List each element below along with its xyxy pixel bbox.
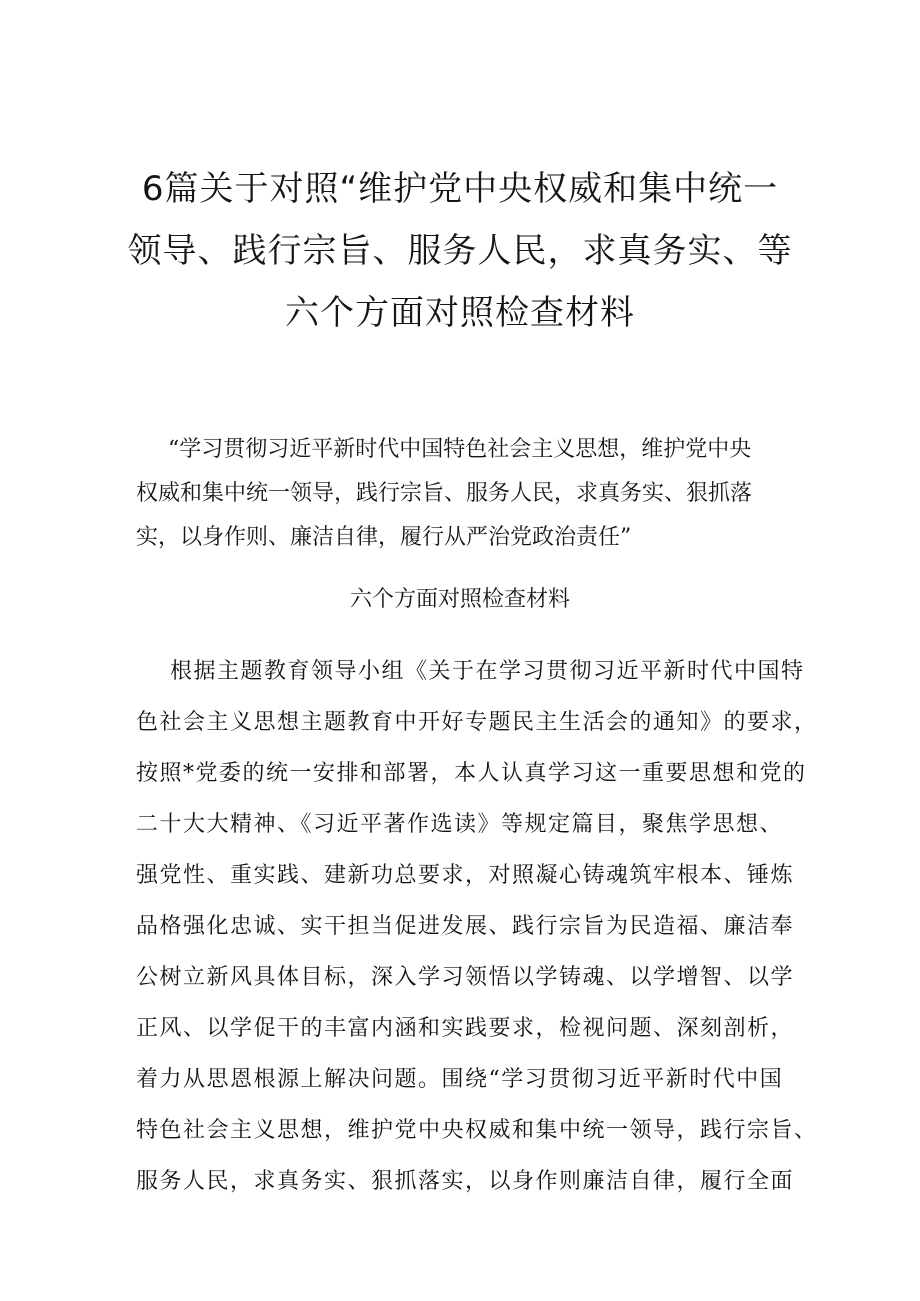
body-line-8: 正风、以学促干的丰富内涵和实践要求，检视问题、深刻剖析，	[136, 1016, 795, 1041]
quote-line-3: 实，以身作则、廉洁自律，履行从严治党政治责任”	[136, 525, 632, 550]
body-paragraph	[136, 646, 836, 1207]
title-line-3: 六个方面对照检查材料	[285, 293, 635, 333]
body-line-5: 强党性、重实践、建新功总要求，对照凝心铸魂筑牢根本、锤炼	[136, 863, 795, 888]
document-title	[110, 158, 810, 344]
body-line-9: 着力从思恩根源上解决问题。围绕“学习贯彻习近平新时代中国	[136, 1067, 784, 1092]
body-line-1: 根据主题教育领导小组《关于在学习贯彻习近平新时代中国特	[170, 659, 805, 684]
body-line-10: 特色社会主义思想，维护党中央权威和集中统一领导，践行宗旨、	[136, 1118, 818, 1143]
body-line-11: 服务人民，求真务实、狠抓落实，以身作则廉洁自律，履行全面	[136, 1169, 795, 1194]
title-line-1: 6篇关于对照“维护党中央权威和集中统一	[141, 169, 779, 209]
section-subtitle: 六个方面对照检查材料	[349, 587, 570, 612]
quote-line-2: 权威和集中统一领导，践行宗旨、服务人民，求真务实、狠抓落	[136, 481, 753, 506]
quote-line-1: “学习贯彻习近平新时代中国特色社会主义思想，维护党中央	[168, 437, 752, 462]
body-line-2: 色社会主义思想主题教育中开好专题民主生活会的通知》的要求，	[136, 710, 818, 735]
body-line-6: 品格强化忠诚、实干担当促进发展、践行宗旨为民造福、廉洁奉	[136, 914, 795, 939]
title-line-2: 领导、践行宗旨、服务人民，求真务实、等	[127, 231, 793, 271]
body-line-3: 按照*党委的统一安排和部署，本人认真学习这一重要思想和党的	[136, 761, 807, 786]
body-line-7: 公树立新风具体目标，深入学习领悟以学铸魂、以学增智、以学	[136, 965, 795, 990]
body-line-4: 二十大大精神、《习近平著作选读》等规定篇目，聚焦学思想、	[136, 812, 784, 837]
quote-paragraph	[136, 428, 796, 560]
